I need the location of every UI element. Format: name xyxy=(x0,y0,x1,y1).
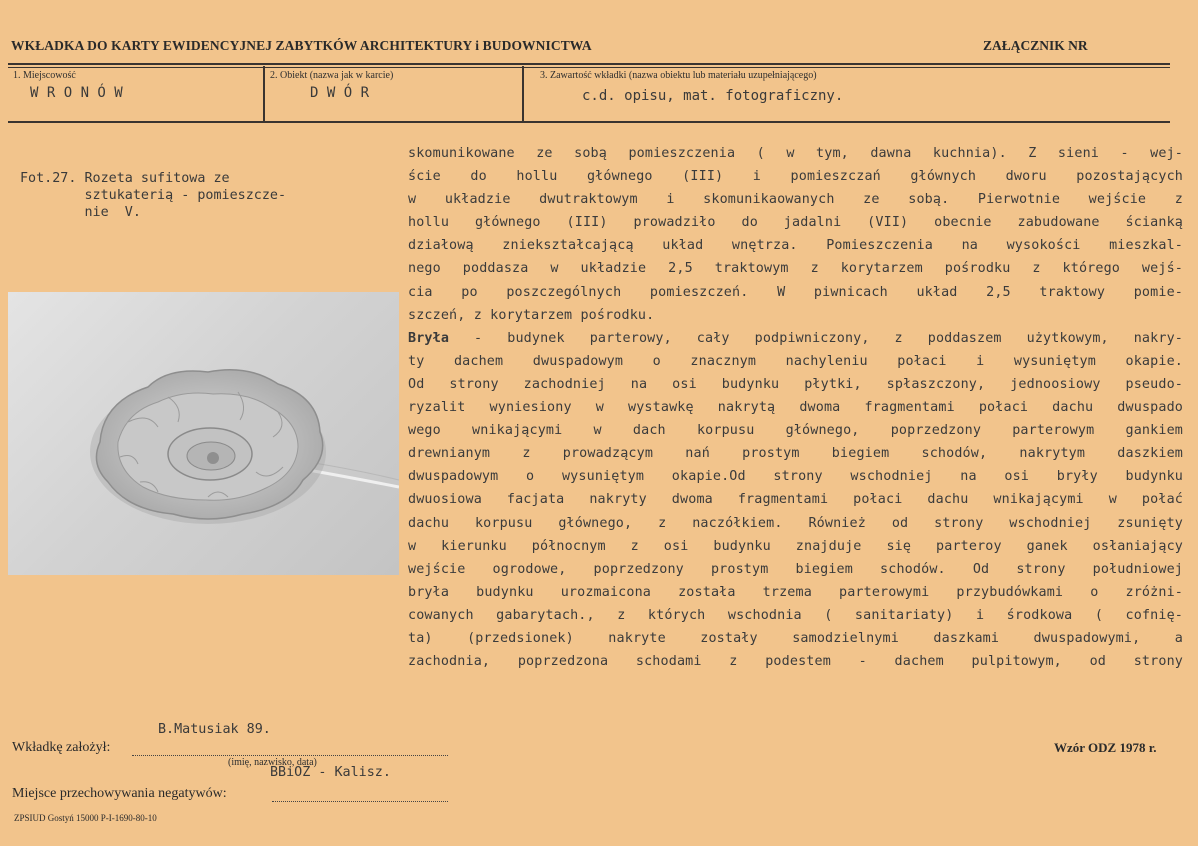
description-line: dwuosiowa facjata nakryty dwoma fragmentami połaci dachu wnikającymi w połać xyxy=(408,492,1183,508)
rosette-image xyxy=(8,292,399,575)
description-line: wego wnikającymi w dach korpusu głównego, poprzedzony parterowym gankiem xyxy=(408,423,1183,439)
description-line: cia po poszczególnych pomieszczeń. W piwnicach układ 2,5 traktowy pomie- xyxy=(408,284,1183,300)
inserted-by-label: Wkładkę założył: xyxy=(12,740,111,755)
description-line: skomunikowane ze sobą pomieszczenia ( w tym, dawna kuchnia). Z sieni - wej- xyxy=(408,146,1183,161)
description-line: wejście ogrodowe, poprzedzony prostym biegiem schodów. Od strony południowej xyxy=(408,561,1183,577)
photo-caption xyxy=(20,170,286,221)
object-value: D W Ó R xyxy=(310,85,370,101)
object-label: 2. Obiekt (nazwa jak w karcie) xyxy=(270,70,394,81)
description-line: ście do hollu głównego (III) i pomieszczań głównych dworu pozostających xyxy=(408,169,1183,185)
inserted-by-sublabel: (imię, nazwisko, data) xyxy=(228,757,317,768)
description-line-bryla: Bryła - budynek parterowy, cały podpiwniczony, z poddaszem użytkowym, nakry- xyxy=(408,330,1183,346)
negatives-storage-line xyxy=(272,801,448,802)
content-value: c.d. opisu, mat. fotograficzny. xyxy=(582,88,844,104)
description-line: zachodnia, poprzedzona schodami z podestem - dachem pulpitowym, od strony xyxy=(408,654,1183,670)
field-divider-2 xyxy=(522,66,524,122)
caption-line-2: sztukaterią - pomieszcze- xyxy=(20,188,287,203)
description-line: dwuspadowym o wysuniętym okapie.Od strony wschodniej na osi bryły budynku xyxy=(408,469,1183,485)
description-line: nego poddasza w układzie 2,5 traktowym z korytarzem pośrodku z którego wejś- xyxy=(408,261,1183,277)
description-line: Od strony zachodniej na osi budynku płytki, spłaszczony, jednoosiowy pseudo- xyxy=(408,376,1183,392)
description-line: dachu korpusu głównego, z naczółkiem. Również od strony wschodniej zsunięty xyxy=(408,515,1183,531)
form-reference: Wzór ODZ 1978 r. xyxy=(1054,740,1157,755)
storage-value: BBiOZ - Kalisz. xyxy=(270,765,391,780)
description-line: bryła budynku urozmaicona została trzema parterowymi przybudówkami o zróżni- xyxy=(408,584,1183,600)
ceiling-rosette-photo xyxy=(8,292,399,575)
description-line: ty dachem dwuspadowym o znacznym nachyleniu połaci i wysuniętym okapie. xyxy=(408,353,1183,369)
field-divider-1 xyxy=(263,66,265,122)
attachment-number-label: ZAŁĄCZNIK NR xyxy=(983,38,1088,53)
header-rule-thin xyxy=(8,67,1170,68)
description-line: szczeń, z korytarzem pośrodku. xyxy=(408,307,655,323)
description-line: hollu głównego (III) prowadziło do jadalni (VII) obecnie zabudowane ścianką xyxy=(408,215,1183,231)
printer-note: ZPSIUD Gostyń 15000 P-I-1690-80-10 xyxy=(14,813,157,823)
caption-line-3: nie V. xyxy=(20,205,141,220)
description-line: cowanych gabarytach., z których wschodnia ( sanitariaty) i środkowa ( cofnię- xyxy=(408,607,1183,623)
description-line: w układzie dwutraktowym i skomunikaowanych ze sobą. Pierwotnie wejście z xyxy=(408,192,1183,208)
form-title: WKŁADKA DO KARTY EWIDENCYJNEJ ZABYTKÓW ARCHITEKTURY i BUDOWNICTWA xyxy=(11,38,592,53)
description-line: działową zniekształcającą układ wnętrza. Pomieszczenia na wysokości mieszkal- xyxy=(408,238,1183,254)
content-label: 3. Zawartość wkładki (nazwa obiektu lub materiału uzupełniającego) xyxy=(540,70,817,81)
description-line: drewnianym z prowadzącym nań prostym biegiem schodów, nakrytym daszkiem xyxy=(408,446,1183,462)
description-text xyxy=(408,142,1183,673)
negatives-storage-label: Miejsce przechowywania negatywów: xyxy=(12,786,227,801)
author-value: B.Matusiak 89. xyxy=(158,722,271,737)
caption-line-1: Fot.27. Rozeta sufitowa ze xyxy=(20,171,230,186)
locality-label: 1. Miejscowość xyxy=(13,70,76,81)
header-rule xyxy=(8,63,1170,65)
fields-bottom-rule xyxy=(8,121,1170,123)
inserted-by-line xyxy=(132,755,448,756)
locality-value: W R O N Ó W xyxy=(30,85,123,101)
description-line: ryzalit wyniesiony w wystawkę nakrytą dwoma fragmentami połaci dachu dwuspado xyxy=(408,400,1183,416)
description-line: w kierunku północnym z osi budynku znajduje się parteroy ganek osłaniający xyxy=(408,538,1183,554)
description-line: ta) (przedsionek) nakryte zostały samodzielnymi daszkami dwuspadowymi, a xyxy=(408,630,1183,646)
